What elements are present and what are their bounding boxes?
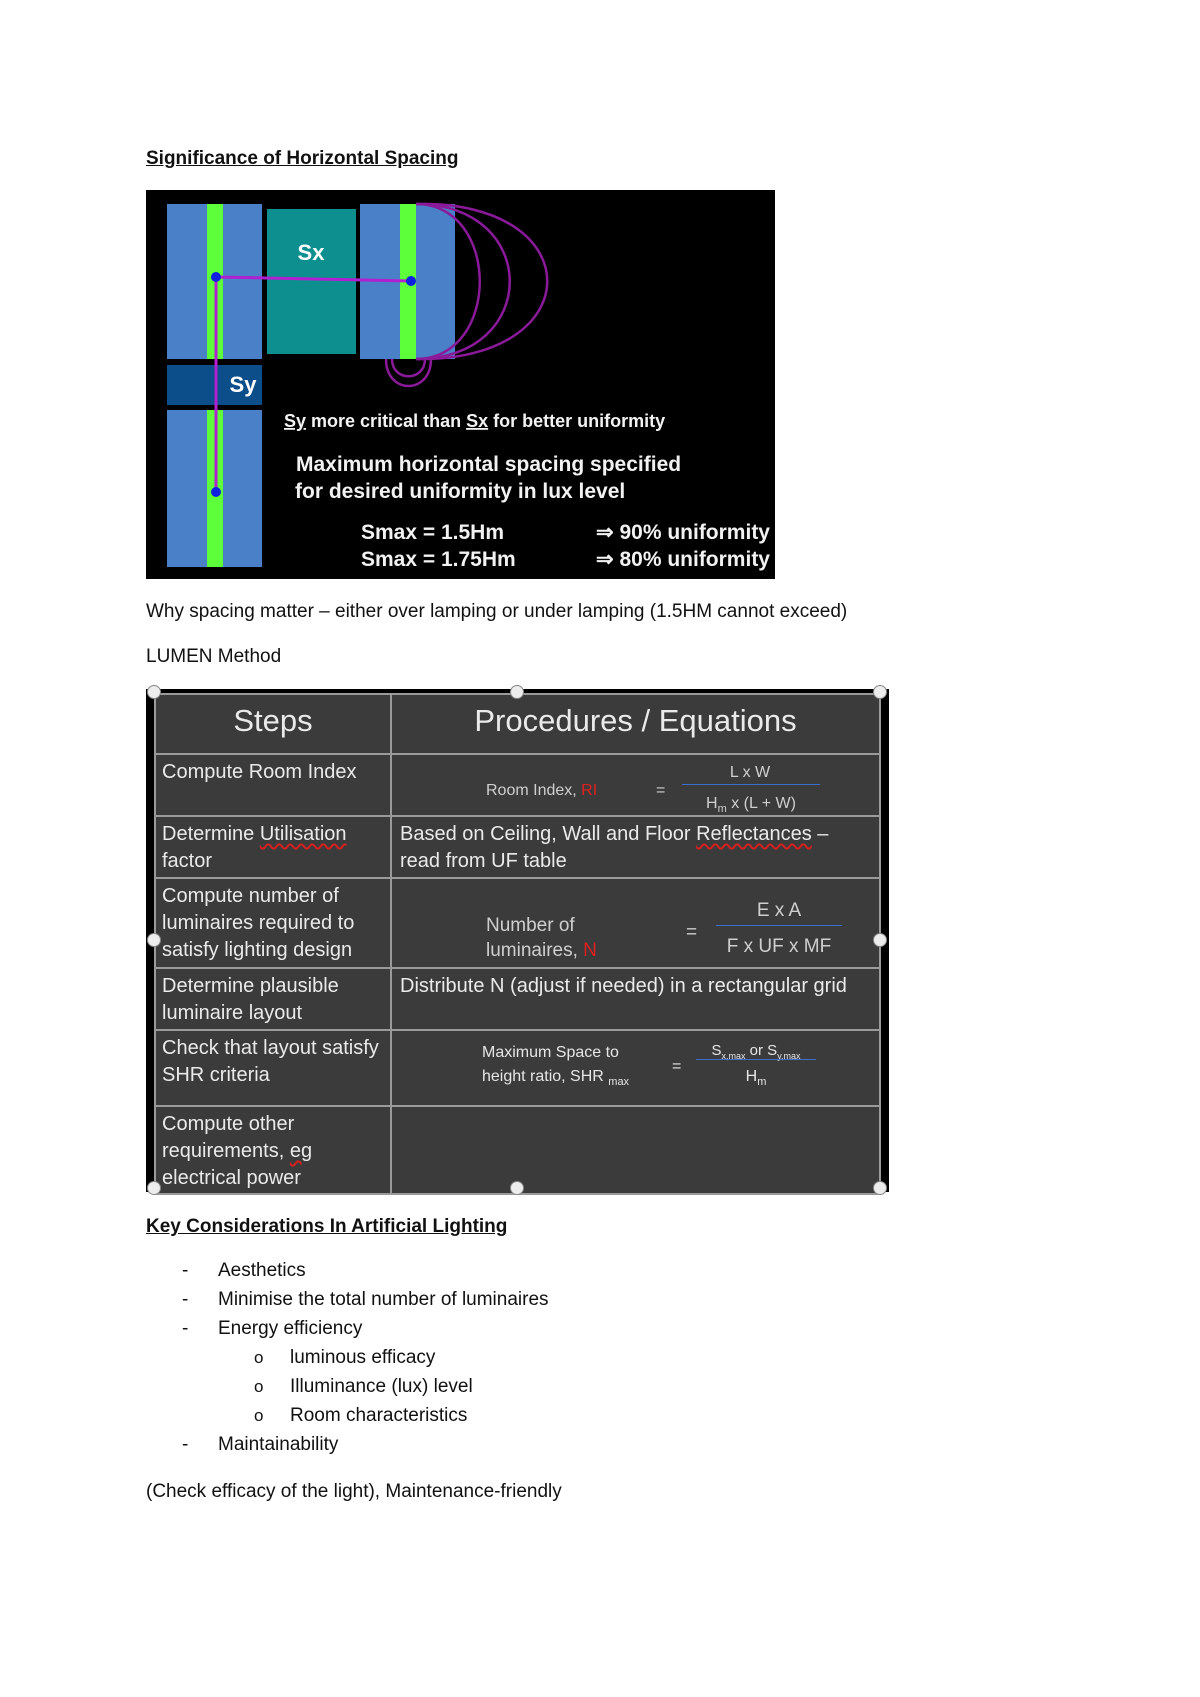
table-row: [155, 754, 880, 816]
resize-handle: [510, 685, 524, 699]
heading-key-considerations: Key Considerations In Artificial Lighting: [146, 1216, 508, 1237]
smax-1-5hm: Smax = 1.5Hm: [361, 521, 505, 544]
eq-label: Maximum Space to height ratio, SHR $_{max}$: [482, 1044, 630, 1089]
eq-denominator: F x UF x MF: [726, 936, 832, 957]
header-procedures: Procedures / Equations: [391, 694, 880, 754]
maintenance-note: (Check efficacy of the light), Maintenance-friendly: [146, 1481, 562, 1502]
eq-equals: =: [656, 782, 666, 799]
table-row: [155, 968, 880, 1030]
resize-handle: [873, 933, 887, 947]
utilisation-procedure: Based on Ceiling, Wall and Floor Reflectances – read from UF table: [391, 816, 880, 878]
uniformity-80: ⇒ 80% uniformity: [596, 548, 770, 571]
eq-equals: =: [686, 922, 698, 943]
step-room-index: Compute Room Index: [155, 754, 391, 816]
gap-sx: [267, 209, 356, 354]
figure-max-spacing-line: Maximum horizontal spacing specified: [296, 453, 682, 476]
label-sy: Sy: [229, 372, 257, 397]
header-steps: Steps: [155, 694, 391, 754]
luminaire-dot: [211, 272, 221, 282]
eq-numerator: L x W: [729, 764, 771, 781]
step-luminaire-layout: Determine plausible luminaire layout: [155, 968, 391, 1030]
step-shr-criteria: Check that layout satisfy SHR criteria: [155, 1030, 391, 1106]
eq-label: Room Index, RI: [486, 782, 598, 799]
resize-handle: [147, 933, 161, 947]
fraction-bar: [682, 784, 820, 785]
lumen-method-table-figure: [146, 689, 889, 1192]
eq-label: Number of luminaires, N: [486, 915, 597, 961]
shr-equation: [391, 1030, 880, 1106]
resize-handle: [873, 685, 887, 699]
table-header-row: [155, 694, 880, 754]
eq-denominator: $H_m$ x (L + W): [706, 795, 796, 816]
step-utilisation-factor: Determine Utilisation factor: [155, 816, 391, 878]
figure-uniformity-line: for desired uniformity in lux level: [295, 480, 626, 503]
luminaires-equation: [391, 878, 880, 968]
lumen-method-table: [154, 693, 881, 1195]
luminaire-dot: [406, 276, 416, 286]
heading-horizontal-spacing: Significance of Horizontal Spacing: [146, 148, 459, 169]
eq-denominator: $H_m$: [745, 1068, 767, 1089]
document-page: Significance of Horizontal Spacing Sx Sy Sy more critical than Sx for better uniformity Maximum horizontal spacing specified for desired uniformity in lux level Smax = 1.5Hm ⇒ 90% uniformity Smax = 1.75Hm ⇒ 80% uniformity Why spacing matter – either over lamping or under lamping (1.5HM cannot exceed) LUMEN Method Steps Procedures / Equations Compute Room Index Room Index, RI = L x W $H_m$ x (L + W) Determine Utilisation factor Based on Ceiling, Wall and Floor Reflectances – read from UF table Compute number of luminaires required to satisfy lighting design Number of luminaires, N = E x A F x UF x MF Determine plausible luminaire layout Distribute N (adjust if needed) in a rectangular grid Check that layout satisfy SHR criteria Maximum Space to height ratio, SHR $_{max}$ = $S_{x,max}$ or $S_{y,max}$ $H_m$ Compute other requirements, eg electrical power Key Considerations In Artificial Lighting - Aesthetics - Minimise the total number of luminaires - Energy efficiency o luminous efficacy o Illuminance (lux) level o Room characteristics - Maintainability (Check efficacy of the light), Maintenance-friendly: [0, 0, 1200, 1697]
resize-handle: [147, 1181, 161, 1195]
lumen-method-title: LUMEN Method: [146, 646, 282, 667]
room-index-equation: [391, 754, 880, 816]
table-row: [155, 816, 880, 878]
label-sx: Sx: [297, 240, 325, 265]
horizontal-spacing-figure: [146, 190, 775, 579]
other-requirements-procedure: [391, 1106, 880, 1194]
spacing-diagram: [146, 190, 775, 579]
luminaire-dot: [211, 487, 221, 497]
smax-1-75hm: Smax = 1.75Hm: [361, 548, 516, 571]
spacing-note: Why spacing matter – either over lamping or under lamping (1.5HM cannot exceed): [146, 601, 848, 622]
figure-critical-line: Sy more critical than Sx for better uniformity: [284, 411, 666, 431]
eq-equals: =: [672, 1058, 682, 1075]
resize-handle: [510, 1181, 524, 1195]
table-row: [155, 1030, 880, 1106]
step-other-requirements: Compute other requirements, eg electrical power: [155, 1106, 391, 1194]
uniformity-90: ⇒ 90% uniformity: [596, 521, 770, 544]
fraction-bar: [696, 1059, 816, 1060]
fraction-bar: [716, 925, 842, 926]
eq-numerator: E x A: [756, 900, 802, 921]
layout-procedure: Distribute N (adjust if needed) in a rectangular grid: [391, 968, 880, 1030]
eq-numerator: $S_{x,max}$ or $S_{y,max}$: [711, 1042, 801, 1061]
table-row: [155, 878, 880, 968]
resize-handle: [147, 685, 161, 699]
resize-handle: [873, 1181, 887, 1195]
step-number-of-luminaires: Compute number of luminaires required to satisfy lighting design: [155, 878, 391, 968]
